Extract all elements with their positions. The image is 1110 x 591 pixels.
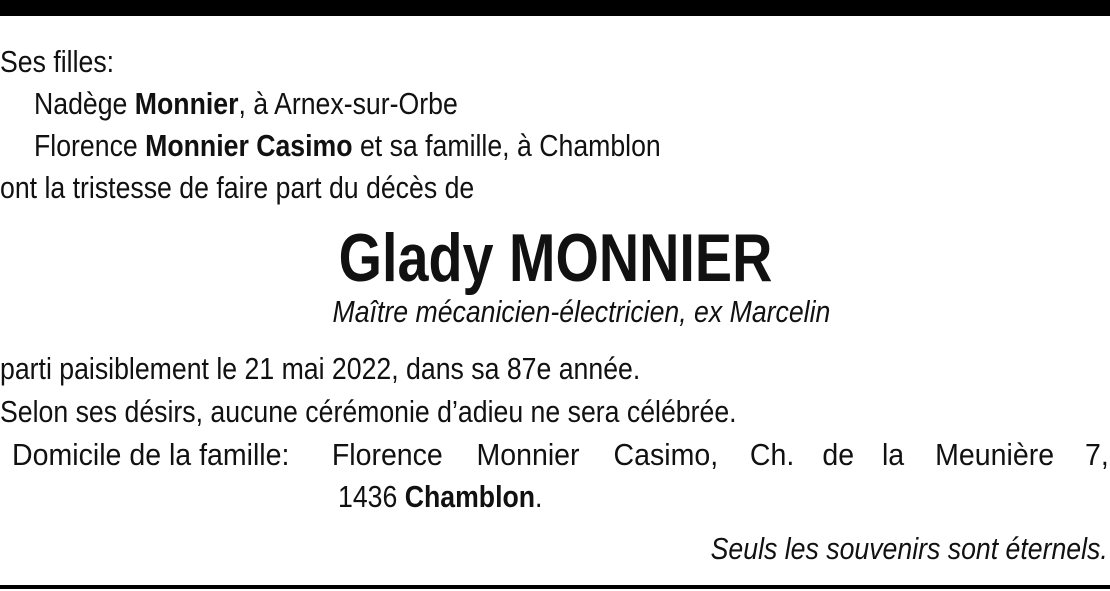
address-word: Casimo, — [613, 437, 719, 472]
deceased-title — [0, 294, 1110, 330]
address-word: Domicile de la famille: — [12, 437, 290, 472]
address-word: de — [822, 437, 855, 472]
town-suffix: . — [535, 479, 543, 514]
address-word: la — [881, 437, 904, 472]
daughter-surname: Monnier — [134, 86, 239, 121]
address-word: Monnier — [476, 437, 580, 472]
deceased-name-text: Glady MONNIER — [338, 220, 772, 296]
postal-code: 1436 — [338, 479, 405, 514]
daughter-location: et sa famille, à Chamblon — [352, 128, 661, 163]
intro-text: Ses filles: — [0, 44, 115, 79]
address-word: Meunière — [934, 437, 1054, 472]
family-address-line — [0, 437, 1110, 473]
bottom-rule — [0, 585, 1110, 589]
town-name: Chamblon — [404, 479, 536, 514]
address-word: Florence — [331, 437, 443, 472]
daughter-line-1 — [34, 86, 458, 122]
daughter-first-name: Nadège — [34, 86, 135, 121]
announcement-text: ont la tristesse de faire part du décès de — [0, 170, 475, 205]
closing-motto: Seuls les souvenirs sont éternels. — [710, 531, 1108, 566]
deceased-name — [0, 220, 1110, 296]
address-word: 7, — [1085, 437, 1109, 472]
deceased-title-text: Maître mécanicien-électricien, ex Marcelin — [332, 294, 830, 329]
ceremony-text: Selon ses désirs, aucune cérémonie d’adieu ne sera célébrée. — [0, 394, 737, 429]
address-word: Ch. — [749, 437, 795, 472]
top-rule — [0, 0, 1110, 16]
daughter-line-2 — [34, 128, 661, 164]
daughter-location: , à Arnex-sur-Orbe — [238, 86, 458, 121]
daughter-surname: Monnier Casimo — [145, 128, 353, 163]
postal-address-line — [338, 479, 542, 515]
passing-date-text: parti paisiblement le 21 mai 2022, dans sa 87e année. — [0, 351, 641, 386]
daughter-first-name: Florence — [34, 128, 146, 163]
